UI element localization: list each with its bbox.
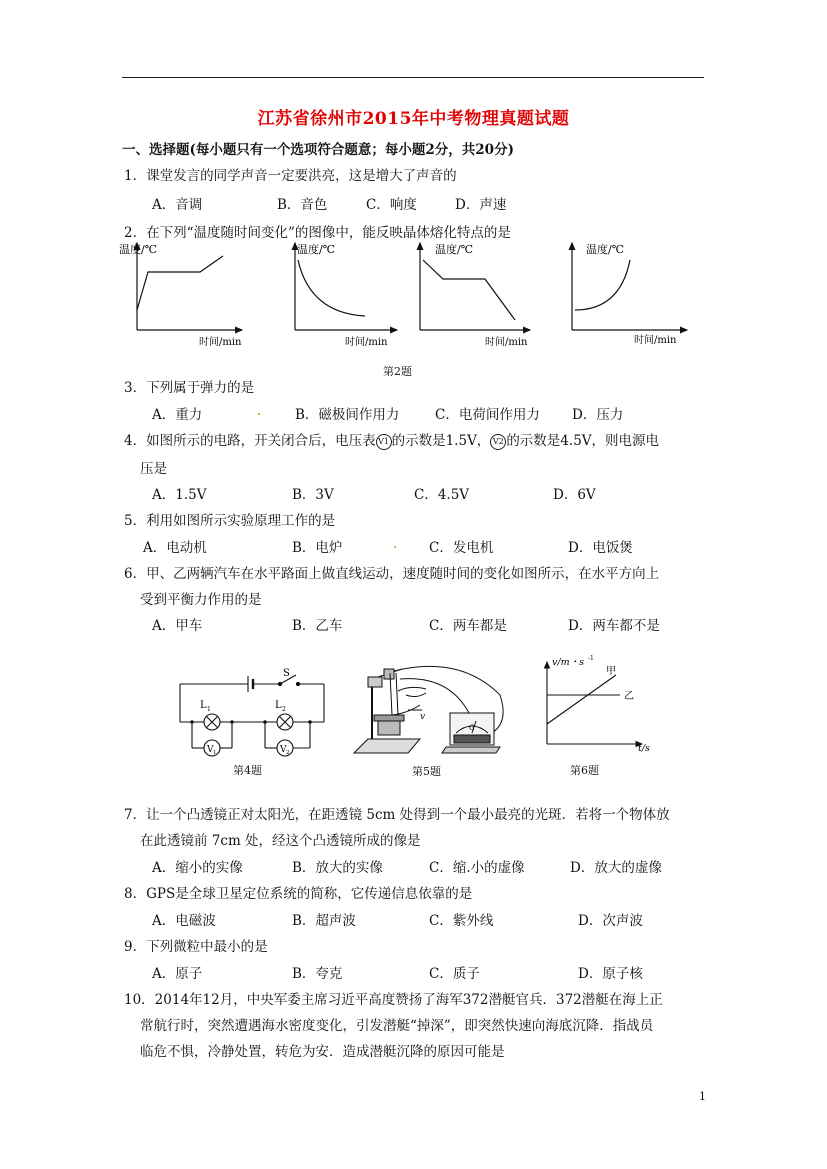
fig4-l2-sub: 2 — [282, 706, 286, 713]
header-rule — [122, 77, 704, 78]
fig6-caption: 第6题 — [570, 764, 599, 777]
q10-stem-a: 10．2014年12月，中央军委主席习近平高度赞扬了海军372潜艇官兵．372潜艇在海上正 — [124, 992, 663, 1008]
q1-option-b: B．音色 — [277, 197, 328, 213]
q1-option-a: A．音调 — [152, 197, 203, 213]
q4-stem-line1 — [124, 429, 659, 450]
q10-stem-b: 常航行时，突然遭遇海水密度变化，引发潜艇“掉深”，即突然快速向海底沉降．指战员 — [140, 1018, 654, 1034]
graph-c-xlabel: 时间/min — [485, 337, 528, 348]
q7-option-d: D．放大的虚像 — [570, 860, 662, 876]
fig6-vt-graph — [530, 648, 660, 758]
q6-option-d: D．两车都不是 — [568, 618, 660, 634]
q5-option-b: B．电炉 — [292, 540, 343, 556]
graph-b-ylabel: 温度/℃ — [297, 243, 336, 256]
fig4-v1-label: V — [207, 745, 214, 755]
fig6-jia-line — [547, 675, 616, 724]
q4-stem-d: 压是 — [140, 461, 167, 477]
q3-stem: 3．下列属于弹力的是 — [124, 380, 255, 396]
graph-d — [572, 242, 687, 346]
q1-option-d: D．声速 — [455, 197, 507, 213]
graph-a-ylabel: 温度/℃ — [119, 243, 158, 256]
graph-b-xlabel: 时间/min — [345, 337, 388, 348]
section-heading: 一、选择题(每小题只有一个选项符合题意；每小题2分，共20分) — [122, 142, 514, 158]
page-number: 1 — [699, 1090, 706, 1103]
q3-option-b: B．磁极间作用力 — [295, 407, 400, 423]
fig4-v2-label: V — [280, 745, 287, 755]
q2-stem: 2．在下列“温度随时间变化”的图像中，能反映晶体熔化特点的是 — [124, 225, 511, 241]
fig4-v1-sub: 1 — [213, 750, 217, 756]
fig6-yi-label: 乙 — [624, 691, 634, 702]
fig4-circuit — [170, 662, 335, 762]
q8-option-d: D．次声波 — [578, 913, 643, 929]
q8-option-b: B．超声波 — [292, 913, 356, 929]
q4-option-b: B．3V — [292, 487, 334, 503]
q3-option-c: C．电荷间作用力 — [435, 407, 540, 423]
q5-option-d: D．电饭煲 — [568, 540, 633, 556]
q5-stem: 5．利用如图所示实验原理工作的是 — [124, 513, 336, 529]
q8-option-c: C．紫外线 — [429, 913, 494, 929]
q7-option-b: B．放大的实像 — [292, 860, 383, 876]
q4-option-a: A．1.5V — [152, 487, 207, 503]
q6-stem-b: 受到平衡力作用的是 — [140, 592, 262, 608]
fig4-caption: 第4题 — [233, 764, 262, 777]
q6-option-b: B．乙车 — [292, 618, 343, 634]
graph-c-ylabel: 温度/℃ — [435, 243, 474, 256]
q8-option-a: A．电磁波 — [152, 913, 216, 929]
q7-option-a: A．缩小的实像 — [152, 860, 243, 876]
fig4-v2-sub: 2 — [286, 750, 290, 756]
graph-b — [295, 242, 397, 348]
fig4-l1-sub: 1 — [207, 706, 211, 713]
fig4-switch-label: S — [283, 668, 290, 679]
q4-option-d: D．6V — [553, 487, 596, 503]
q4-option-c: C．4.5V — [414, 487, 470, 503]
voltmeter-v1-icon: V1 — [376, 434, 392, 450]
q10-stem-c: 临危不惧，冷静处置，转危为安．造成潜艇沉降的原因可能是 — [140, 1044, 505, 1060]
fig6-ysup: -1 — [588, 655, 594, 662]
q1-stem: 1．课堂发言的同学声音一定要洪亮，这是增大了声音的 — [124, 168, 457, 184]
q9-option-c: C．质子 — [429, 966, 480, 982]
q1-option-c: C．响度 — [366, 197, 417, 213]
q9-option-d: D．原子核 — [578, 966, 643, 982]
fig5-caption: 第5题 — [412, 765, 441, 778]
fig5-v-label: v — [420, 712, 426, 722]
q7-option-c: C．缩.小的虚像 — [429, 860, 525, 876]
q4-stem-c: 的示数是4.5V，则电源电 — [506, 433, 660, 449]
q2-graphs — [115, 238, 705, 350]
graph-a — [119, 242, 242, 348]
graph-c — [420, 242, 530, 348]
q2-caption: 第2题 — [383, 365, 412, 378]
q6-stem-a: 6．甲、乙两辆汽车在水平路面上做直线运动，速度随时间的变化如图所示，在水平方向上 — [124, 566, 660, 582]
q5-stray-dot: . — [393, 536, 398, 552]
q9-stem: 9．下列微粒中最小的是 — [124, 939, 268, 955]
q7-stem-a: 7．让一个凸透镜正对太阳光，在距透镜 5cm 处得到一个最小最亮的光斑．若将一个物体放 — [124, 807, 670, 823]
fig6-xlabel: t/s — [638, 743, 650, 754]
q6-option-a: A．甲车 — [152, 618, 203, 634]
graph-a-xlabel: 时间/min — [199, 337, 242, 348]
fig4-l1-label: L — [200, 700, 207, 711]
q8-stem: 8．GPS是全球卫星定位系统的简称，它传递信息依靠的是 — [124, 886, 473, 902]
graph-d-xlabel: 时间/min — [634, 335, 677, 346]
q9-option-b: B．夸克 — [292, 966, 343, 982]
fig5-g-label: G — [469, 724, 475, 732]
fig5-apparatus — [350, 655, 520, 760]
q9-option-a: A．原子 — [152, 966, 203, 982]
q5-option-c: C．发电机 — [429, 540, 494, 556]
q6-option-c: C．两车都是 — [429, 618, 507, 634]
q4-stem-a: 4．如图所示的电路，开关闭合后，电压表 — [124, 433, 376, 449]
q3-option-d: D．压力 — [572, 407, 624, 423]
fig6-ylabel: v/m・s — [552, 657, 584, 668]
q5-option-a: A．电动机 — [143, 540, 207, 556]
voltmeter-v2-icon: V2 — [490, 434, 506, 450]
q7-stem-b: 在此透镜前 7cm 处，经这个凸透镜所成的像是 — [140, 833, 421, 849]
page-title: 江苏省徐州市2015年中考物理真题试题 — [257, 109, 570, 129]
fig6-jia-label: 甲 — [606, 666, 616, 677]
q3-stray-dot: . — [257, 403, 262, 419]
q4-stem-b: 的示数是1.5V， — [391, 433, 491, 449]
fig4-l2-label: L — [275, 700, 282, 711]
graph-d-ylabel: 温度/℃ — [586, 243, 625, 256]
q3-option-a: A．重力 — [152, 407, 203, 423]
